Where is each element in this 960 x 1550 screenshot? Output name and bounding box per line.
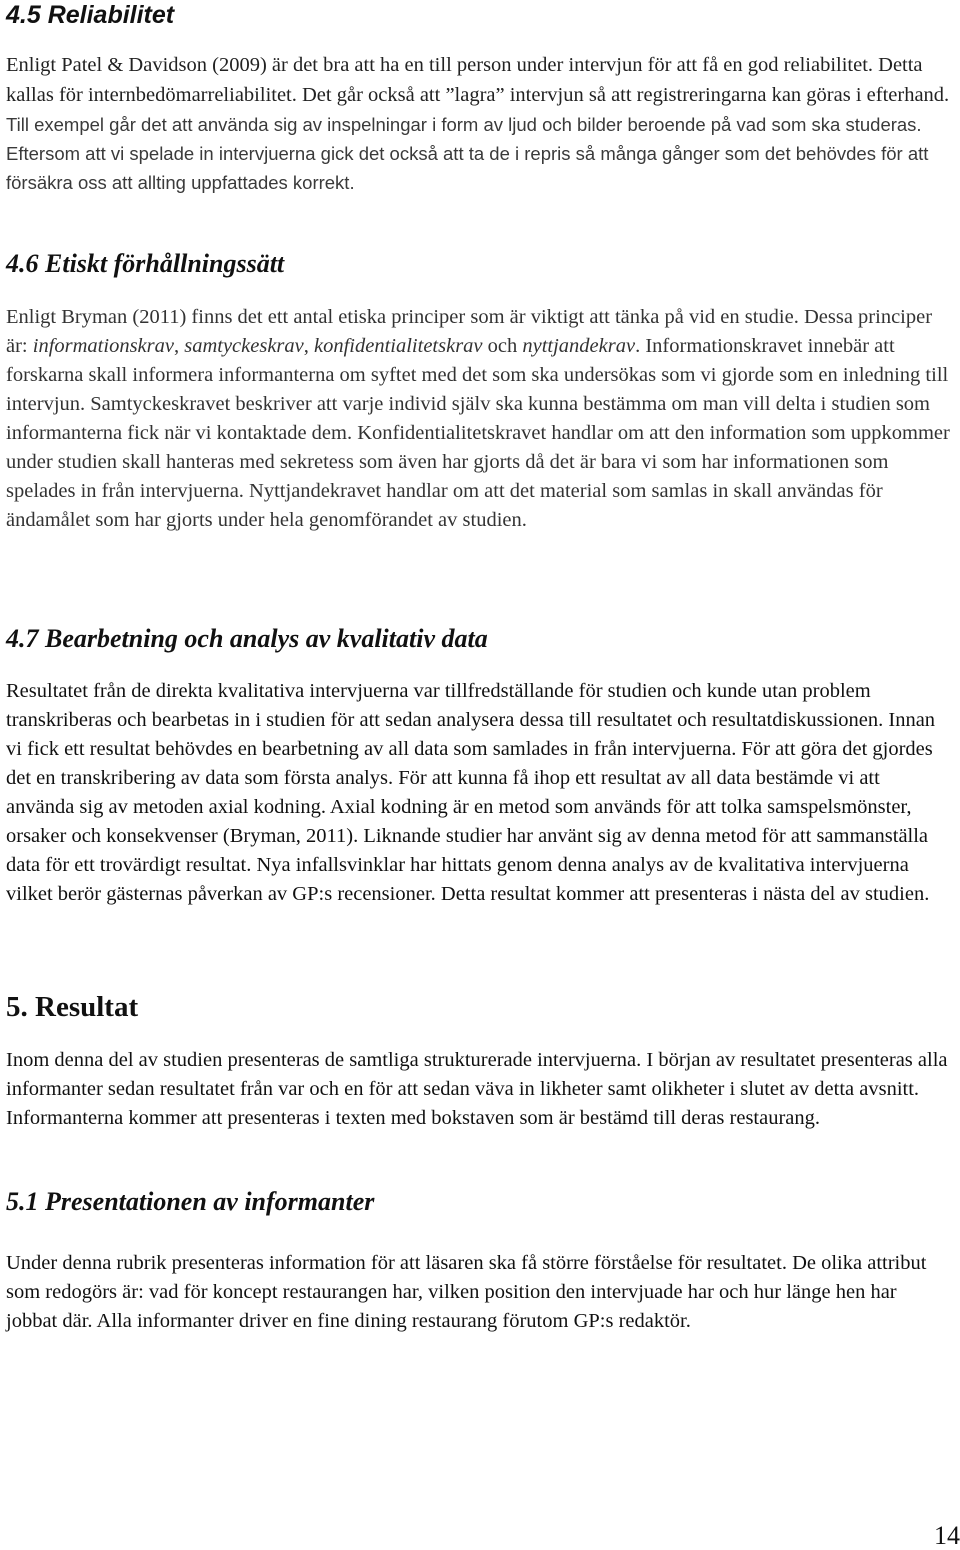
ethics-term-informationskrav: informationskrav	[32, 335, 174, 357]
ethics-rest-text: . Informationskravet innebär att forskarna skall informera informanterna om syftet med det som ska undersökas som vi gjorde som en inledning till intervjun. Samtyckeskravet beskriver att varje individ själv ska kunna bestämma om man vill delta i studien som informanterna fick när vi kontaktade dem. Konfidentialitetskravet handlar om att den information som uppkommer under studien skall hanteras med sekretess som även har gjorts då det är bara vi som har informationen som spelades in från intervjuerna. Nyttjandekravet handlar om att det material som samlas in skall användas för ändamålet som har gjorts under hela genomförandet av studien.	[6, 335, 950, 531]
section-heading-5: 5. Resultat	[6, 991, 139, 1023]
paragraph-informants: Under denna rubrik presenteras information för att läsaren ska få större förståelse för resultatet. De olika attribut som redogörs är: vad för koncept restaurangen har, vilken position den intervjuade har och hur länge hen har jobbat där. Alla informanter driver en fine dining restaurang förutom GP:s redaktör.	[6, 1252, 927, 1332]
ethics-separator: ,	[303, 335, 314, 357]
section-heading-4-7: 4.7 Bearbetning och analys av kvalitativ data	[6, 624, 488, 653]
section-heading-4-6: 4.6 Etiskt förhållningssätt	[6, 249, 285, 278]
section-heading-4-5: 4.5 Reliabilitet	[6, 1, 175, 29]
paragraph-ethics	[6, 303, 950, 535]
ethics-term-samtyckeskrav: samtyckeskrav	[184, 335, 304, 357]
page-number: 14	[934, 1521, 960, 1550]
paragraph-reliability	[6, 50, 950, 197]
ethics-term-konfidentialitetskrav: konfidentialitetskrav	[314, 335, 483, 357]
paragraph-reliability-part1: Enligt Patel & Davidson (2009) är det bra att ha en till person under intervjun för att få en god reliabilitet. Detta kallas för internbedömarreliabilitet. Det går också att ”lagra” intervjun så att registreringarna kan göras i efterhand.	[6, 54, 950, 106]
paragraph-results: Inom denna del av studien presenteras de samtliga strukturerade intervjuerna. I början av resultatet presenteras alla informanter sedan resultatet från var och en för att sedan väva in likheter samt olikheter i slutet av detta avsnitt. Informanterna kommer att presenteras i texten med bokstaven som är bestämd till deras restaurang.	[6, 1049, 948, 1129]
ethics-separator: och	[482, 335, 523, 357]
paragraph-analysis: Resultatet från de direkta kvalitativa intervjuerna var tillfredställande för studien och kunde utan problem transkriberas och bearbetas in i studien för att sedan analysera dessa till resultatet och resultatdiskussionen. Innan vi fick ett resultat behövdes en bearbetning av all data som samlades in från intervjuerna. För att göra det gjordes det en transkribering av data som första analys. För att kunna få ihop ett resultat av all data bestämde vi att använda sig av metoden axial kodning. Axial kodning är en metod som används för att tolka samspelsmönster, orsaker och konsekvenser (Bryman, 2011). Liknande studier har använt sig av denna metod för att sammanställa data för ett trovärdigt resultat. Nya infallsvinklar har hittats genom denna analys av de kvalitativa intervjuerna vilket berör gästernas påverkan av GP:s recensioner. Detta resultat kommer att presenteras i nästa del av studien.	[6, 680, 936, 905]
section-heading-5-1: 5.1 Presentationen av informanter	[6, 1187, 375, 1216]
ethics-separator: ,	[173, 335, 185, 357]
paragraph-reliability-part2: Till exempel går det att använda sig av inspelningar i form av ljud och bilder beroende på vad som ska studeras. Eftersom att vi spelade in intervjuerna gick det också att ta de i repris så många gånger som det behövdes för att försäkra oss att allting uppfattades korrekt.	[6, 114, 929, 193]
ethics-term-nyttjandekrav: nyttjandekrav	[522, 335, 636, 357]
ethics-intro-text: Enligt Bryman (2011) finns det ett antal etiska principer som är viktigt att tänka på vid en studie. Dessa principer är:	[6, 306, 933, 357]
